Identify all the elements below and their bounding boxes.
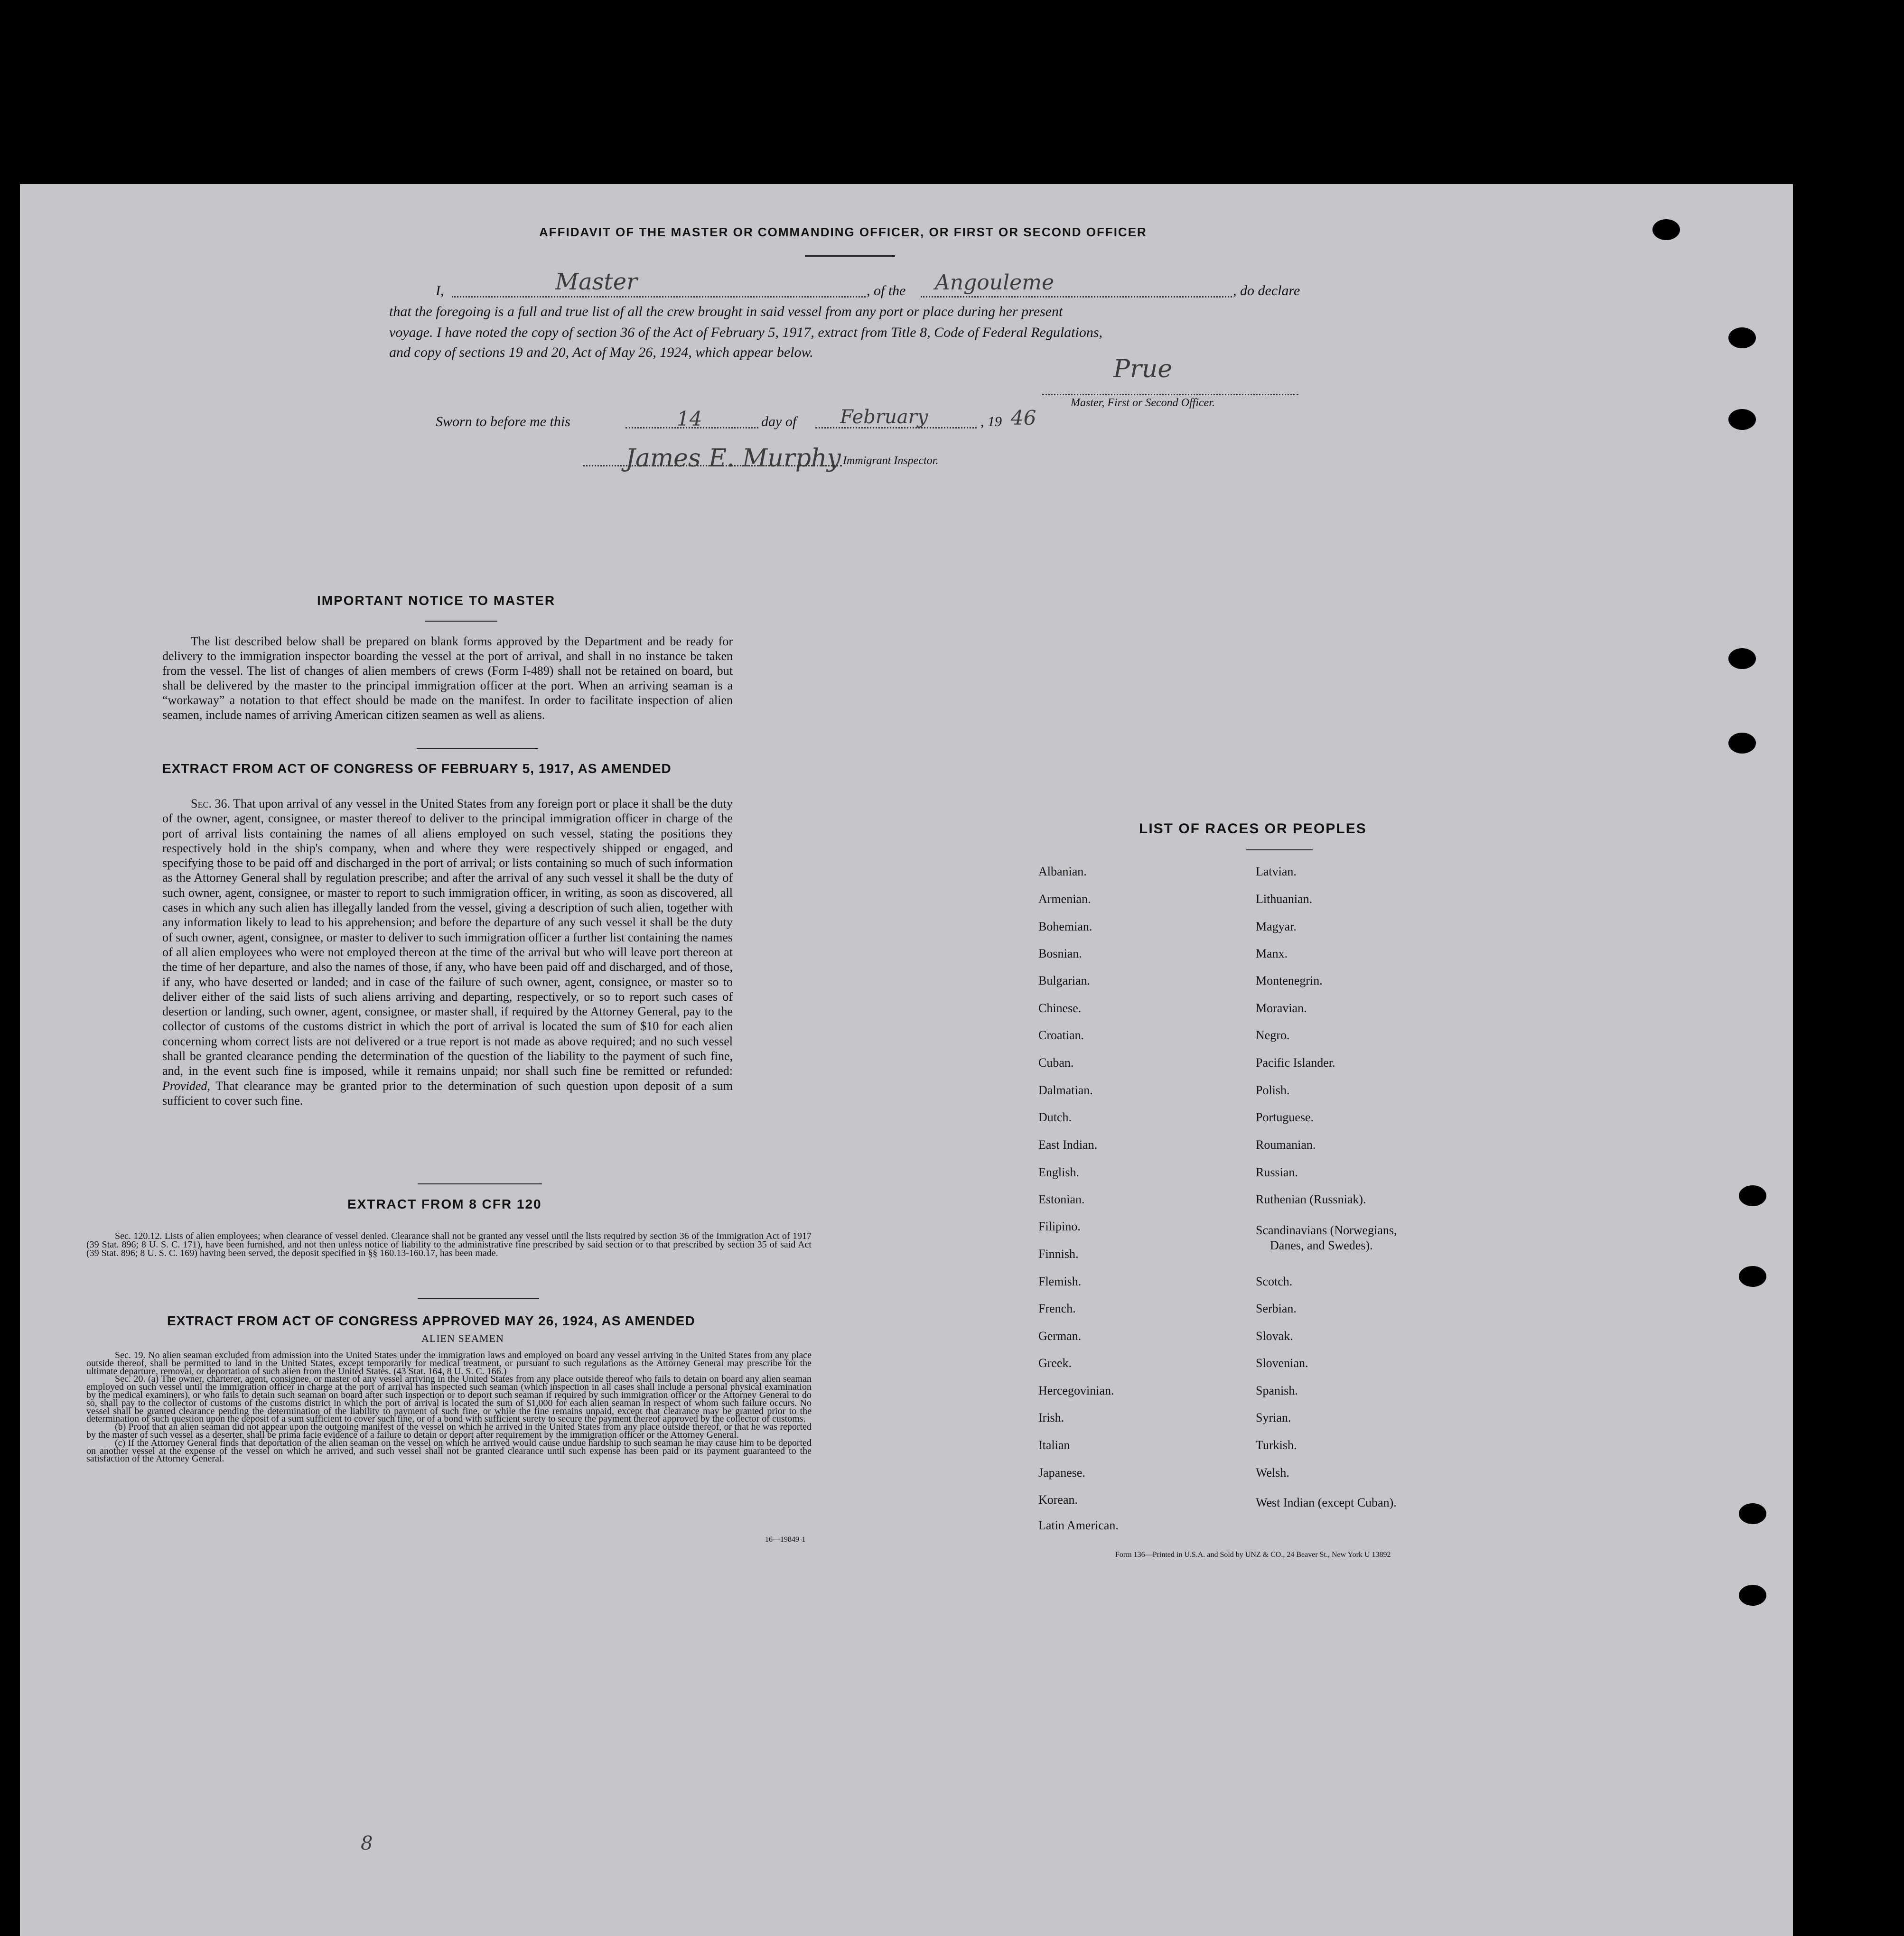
race-item: Welsh. bbox=[1256, 1466, 1289, 1480]
race-item: Montenegrin. bbox=[1256, 974, 1323, 987]
race-item: Flemish. bbox=[1038, 1275, 1082, 1288]
provided-label: Provided, bbox=[162, 1079, 210, 1093]
print-code: 16—19849-1 bbox=[765, 1536, 806, 1544]
race-item: Turkish. bbox=[1256, 1438, 1297, 1452]
race-item: Ruthenian (Russniak). bbox=[1256, 1192, 1366, 1206]
race-item: Italian bbox=[1038, 1438, 1070, 1452]
officer-signature-line bbox=[1042, 394, 1298, 395]
race-item: Greek. bbox=[1038, 1356, 1072, 1370]
notice-title-rule bbox=[425, 621, 497, 622]
hand-vessel: Angouleme bbox=[935, 270, 1054, 295]
race-item: Slovak. bbox=[1256, 1329, 1293, 1343]
sec36-text-end: That clearance may be granted prior to the determination of such question upon deposit of a sum sufficient to cover such fine. bbox=[162, 1079, 733, 1108]
affidavit-text-line4: and copy of sections 19 and 20, Act of May 26, 1924, which appear below. bbox=[389, 344, 813, 360]
race-item: Danes, and Swedes). bbox=[1270, 1238, 1373, 1252]
hand-month: February bbox=[840, 406, 928, 428]
race-item: Russian. bbox=[1256, 1165, 1298, 1179]
race-item: Lithuanian. bbox=[1256, 892, 1313, 906]
extract-1917-body bbox=[162, 796, 733, 1108]
day-of-label: day of bbox=[761, 414, 797, 429]
sworn-label: Sworn to before me this bbox=[436, 414, 570, 429]
extract-1917-title: EXTRACT FROM ACT OF CONGRESS OF FEBRUARY 5, 1917, AS AMENDED bbox=[162, 761, 672, 776]
race-item: Latin American. bbox=[1038, 1518, 1119, 1532]
section-divider-3 bbox=[418, 1298, 539, 1299]
sec36-label: Sec. 36. bbox=[191, 797, 230, 810]
affidavit-text-line3: voyage. I have noted the copy of section 36 of the Act of February 5, 1917, extract from Title 8, Code of Federal Regulations, bbox=[389, 325, 1103, 340]
race-item: Cuban. bbox=[1038, 1056, 1074, 1070]
race-item: Bohemian. bbox=[1038, 920, 1092, 933]
hand-inspector-signature: James E. Murphy bbox=[625, 444, 841, 473]
form-footer-note: Form 136—Printed in U.S.A. and Sold by UNZ & CO., 24 Beaver St., New York U 13892 bbox=[1115, 1551, 1391, 1559]
extract-cfr-body bbox=[86, 1232, 812, 1257]
extract-1924-subtitle: ALIEN SEAMEN bbox=[421, 1332, 504, 1344]
race-item: Dutch. bbox=[1038, 1110, 1072, 1124]
inspector-caption: Immigrant Inspector. bbox=[843, 455, 939, 467]
section-divider-2 bbox=[418, 1183, 542, 1184]
race-item: German. bbox=[1038, 1329, 1082, 1343]
race-item: Albanian. bbox=[1038, 865, 1087, 878]
affidavit-title-rule bbox=[805, 255, 895, 257]
race-item: Croatian. bbox=[1038, 1028, 1084, 1042]
race-item: Portuguese. bbox=[1256, 1110, 1314, 1124]
extract-1924-body bbox=[86, 1351, 812, 1463]
race-item: Scandinavians (Norwegians, bbox=[1256, 1223, 1397, 1237]
sec20c-paragraph: (c) If the Attorney General finds that deportation of the alien seaman on the vessel on which he arrived would cause undue hardship to such seaman he may cause him to be deported on another vessel at the expense of the vessel on which he arrived, and such vessel shall not be granted clearance until such expense has been paid or its payment guaranteed to the satisfaction of the Attorney General. bbox=[86, 1437, 812, 1464]
race-item: Armenian. bbox=[1038, 892, 1091, 906]
notice-title: IMPORTANT NOTICE TO MASTER bbox=[317, 593, 556, 608]
race-item: Japanese. bbox=[1038, 1466, 1085, 1480]
punch-hole-2 bbox=[1728, 327, 1756, 348]
race-item: Scotch. bbox=[1256, 1275, 1293, 1288]
hand-master: Master bbox=[555, 269, 638, 295]
affidavit-title: AFFIDAVIT OF THE MASTER OR COMMANDING OFFICER, OR FIRST OR SECOND OFFICER bbox=[539, 225, 1147, 239]
race-item: Chinese. bbox=[1038, 1001, 1082, 1015]
sec20a-paragraph: Sec. 20. (a) The owner, charterer, agent, consignee, or master of any vessel arriving in the United States from any place outside thereof who fails to detain on board any alien seaman employed on such vessel until the immigration officer in charge at the port of arrival has inspected such seaman (which inspection in all cases shall include a personal physical examination by the medical examiners), or who fails to detain such seaman on board after such inspection or to deport such seaman if required by such immigration officer or the Attorney General to do so, shall pay to the collector of customs of the customs district in which the port of arrival is located the sum of $1,000 for each alien seaman in respect of whom such failure occurs. No vessel shall be granted clearance pending the determination of the liability to payment of such fine, or while the fine remains unpaid, except that clearance may be granted prior to the determination of such question upon the deposit of a sum sufficient to cover such fine, or of a bond with sufficient surety to secure the payment thereof approved by the collector of customs. bbox=[86, 1374, 812, 1424]
races-title-rule bbox=[1246, 849, 1313, 850]
extract-cfr-title: EXTRACT FROM 8 CFR 120 bbox=[347, 1197, 542, 1211]
race-item: Syrian. bbox=[1256, 1411, 1291, 1424]
year-prefix: , 19 bbox=[980, 414, 1002, 429]
punch-hole-7 bbox=[1739, 1266, 1766, 1287]
race-item: East Indian. bbox=[1038, 1138, 1098, 1152]
punch-hole-3 bbox=[1728, 409, 1756, 430]
hand-year: 46 bbox=[1011, 406, 1036, 429]
race-item: Pacific Islander. bbox=[1256, 1056, 1335, 1070]
race-item: Bosnian. bbox=[1038, 947, 1082, 960]
of-the-label: , of the bbox=[867, 283, 906, 298]
hand-day: 14 bbox=[677, 407, 702, 430]
race-item: Latvian. bbox=[1256, 865, 1297, 878]
section-divider-1 bbox=[417, 748, 538, 749]
race-item: Finnish. bbox=[1038, 1247, 1079, 1261]
punch-hole-9 bbox=[1739, 1585, 1766, 1606]
sec36-paragraph bbox=[162, 796, 733, 1108]
do-declare-label: , do declare bbox=[1233, 283, 1300, 298]
sec20b-paragraph: (b) Proof that an alien seaman did not appear upon the outgoing manifest of the vessel on which he arrived in the United States from any place outside thereof, or that he was reported by the master of such vessel as a deserter, shall be prima facie evidence of a failure to detain or deport after requirement by the immigration officer or the Attorney General. bbox=[86, 1422, 812, 1440]
master-caption: Master, First or Second Officer. bbox=[1071, 397, 1215, 409]
affidavit-text-line2: that the foregoing is a full and true list of all the crew brought in said vessel from any port or place during her present bbox=[389, 304, 1063, 319]
race-item: Bulgarian. bbox=[1038, 974, 1091, 987]
punch-hole-5 bbox=[1728, 733, 1756, 754]
notice-body bbox=[162, 634, 733, 722]
race-item: Filipino. bbox=[1038, 1219, 1081, 1233]
race-item: Estonian. bbox=[1038, 1192, 1085, 1206]
margin-mark: 8 bbox=[361, 1833, 373, 1854]
race-item: Roumanian. bbox=[1256, 1138, 1316, 1152]
extract-1924-title: EXTRACT FROM ACT OF CONGRESS APPROVED MAY 26, 1924, AS AMENDED bbox=[167, 1313, 695, 1328]
race-item: Polish. bbox=[1256, 1083, 1290, 1097]
race-item: Manx. bbox=[1256, 947, 1288, 960]
sec36-text: That upon arrival of any vessel in the United States from any foreign port or place it shall be the duty of the owner, agent, consignee, or master thereof to deliver to the principal immigration officer in charge of the port of arrival lists containing the names of all aliens employed on such vessel, stating the positions they respectively hold in the ship's company, when and where they were respectively shipped or engaged, and specifying those to be paid off and discharged in the port of arrival; or lists containing so much of such information as the Attorney General shall by regulation prescribe; and after the arrival of any such vessel it shall be the duty of such owner, agent, consignee, or master to report to such immigration officer, in writing, as soon as discovered, all cases in which any such alien has illegally landed from the vessel, giving a description of such alien, together with any information likely to lead to his apprehension; and before the departure of any such vessel it shall be the duty of such owner, agent, consignee, or master to deliver to such immigration officer a further list containing the names of all alien employees who were not employed thereon at the time of the arrival but who will leave port thereon at the time of her departure, and also the names of those, if any, who have been paid off and discharged, and of those, if any, who have deserted or landed; and in case of the failure of such owner, agent, consignee, or master so to deliver either of the said lists of such aliens arriving and departing, respectively, or so to report such cases of desertion or landing, such owner, agent, consignee, or master shall, if required by the Attorney General, pay to the collector of customs of the customs district in which the port of arrival is located the sum of $10 for each alien concerning whom correct lists are not delivered or a true report is not made as above required; and no such vessel shall be granted clearance pending the determination of the question of the liability to the payment of such fine, and, in the event such fine is imposed, while it remains unpaid; nor shall such fine be remitted or refunded: bbox=[162, 797, 733, 1078]
sec19-paragraph: Sec. 19. No alien seaman excluded from admission into the United States under the immigration laws and employed on board any vessel arriving in the United States from any place outside thereof, shall be permitted to land in the United States, except temporarily for medical treatment, or pursuant to such regulations as the Attorney General may prescribe for the ultimate departure, removal, or deportation of such alien from the United States. (43 Stat. 164, 8 U. S. C. 166.) bbox=[86, 1350, 812, 1377]
affidavit-i-label: I, bbox=[436, 283, 444, 298]
notice-paragraph: The list described below shall be prepared on blank forms approved by the Department and be ready for delivery to the immigration inspector boarding the vessel at the port of arrival, and shall in no instance be taken from the vessel. The list of changes of alien members of crews (Form I-489) shall not be retained on board, but shall be delivered by the master to the principal immigration officer at the port. When an arriving seaman is a “workaway” a notation to that effect should be made on the manifest. In order to facilitate inspection of alien seamen, include names of arriving American citizen seamen as well as aliens. bbox=[162, 634, 733, 722]
race-item: Negro. bbox=[1256, 1028, 1290, 1042]
punch-hole-6 bbox=[1739, 1185, 1766, 1206]
cfr-paragraph: Sec. 120.12. Lists of alien employees; when clearance of vessel denied. Clearance shall not be granted any vessel until the lists required by section 36 of the Immigration Act of 1917 (39 Stat. 896; 8 U. S. C. 171), have been furnished, and not then unless notice of liability to the administrative fine prescribed by said section or to that prescribed by section 35 of said Act (39 Stat. 896; 8 U. S. C. 169) having been served, the deposit specified in §§ 160.13-160.17, has been made. bbox=[86, 1231, 812, 1258]
race-item: Magyar. bbox=[1256, 920, 1297, 933]
race-item: Korean. bbox=[1038, 1493, 1078, 1507]
race-item: Slovenian. bbox=[1256, 1356, 1308, 1370]
punch-hole-1 bbox=[1652, 219, 1680, 240]
race-item: Moravian. bbox=[1256, 1001, 1307, 1015]
hand-officer-signature: Prue bbox=[1113, 355, 1173, 383]
race-item: Irish. bbox=[1038, 1411, 1064, 1424]
race-item: French. bbox=[1038, 1302, 1076, 1315]
races-title: LIST OF RACES OR PEOPLES bbox=[1139, 821, 1367, 837]
race-item: Spanish. bbox=[1256, 1384, 1298, 1397]
race-item: Serbian. bbox=[1256, 1302, 1297, 1315]
punch-hole-8 bbox=[1739, 1503, 1766, 1524]
race-item: English. bbox=[1038, 1165, 1079, 1179]
race-item: Hercegovinian. bbox=[1038, 1384, 1114, 1397]
punch-hole-4 bbox=[1728, 648, 1756, 669]
race-item: West Indian (except Cuban). bbox=[1256, 1496, 1397, 1509]
race-item: Dalmatian. bbox=[1038, 1083, 1093, 1097]
vessel-name-line bbox=[921, 296, 1232, 298]
master-name-line bbox=[452, 296, 866, 298]
